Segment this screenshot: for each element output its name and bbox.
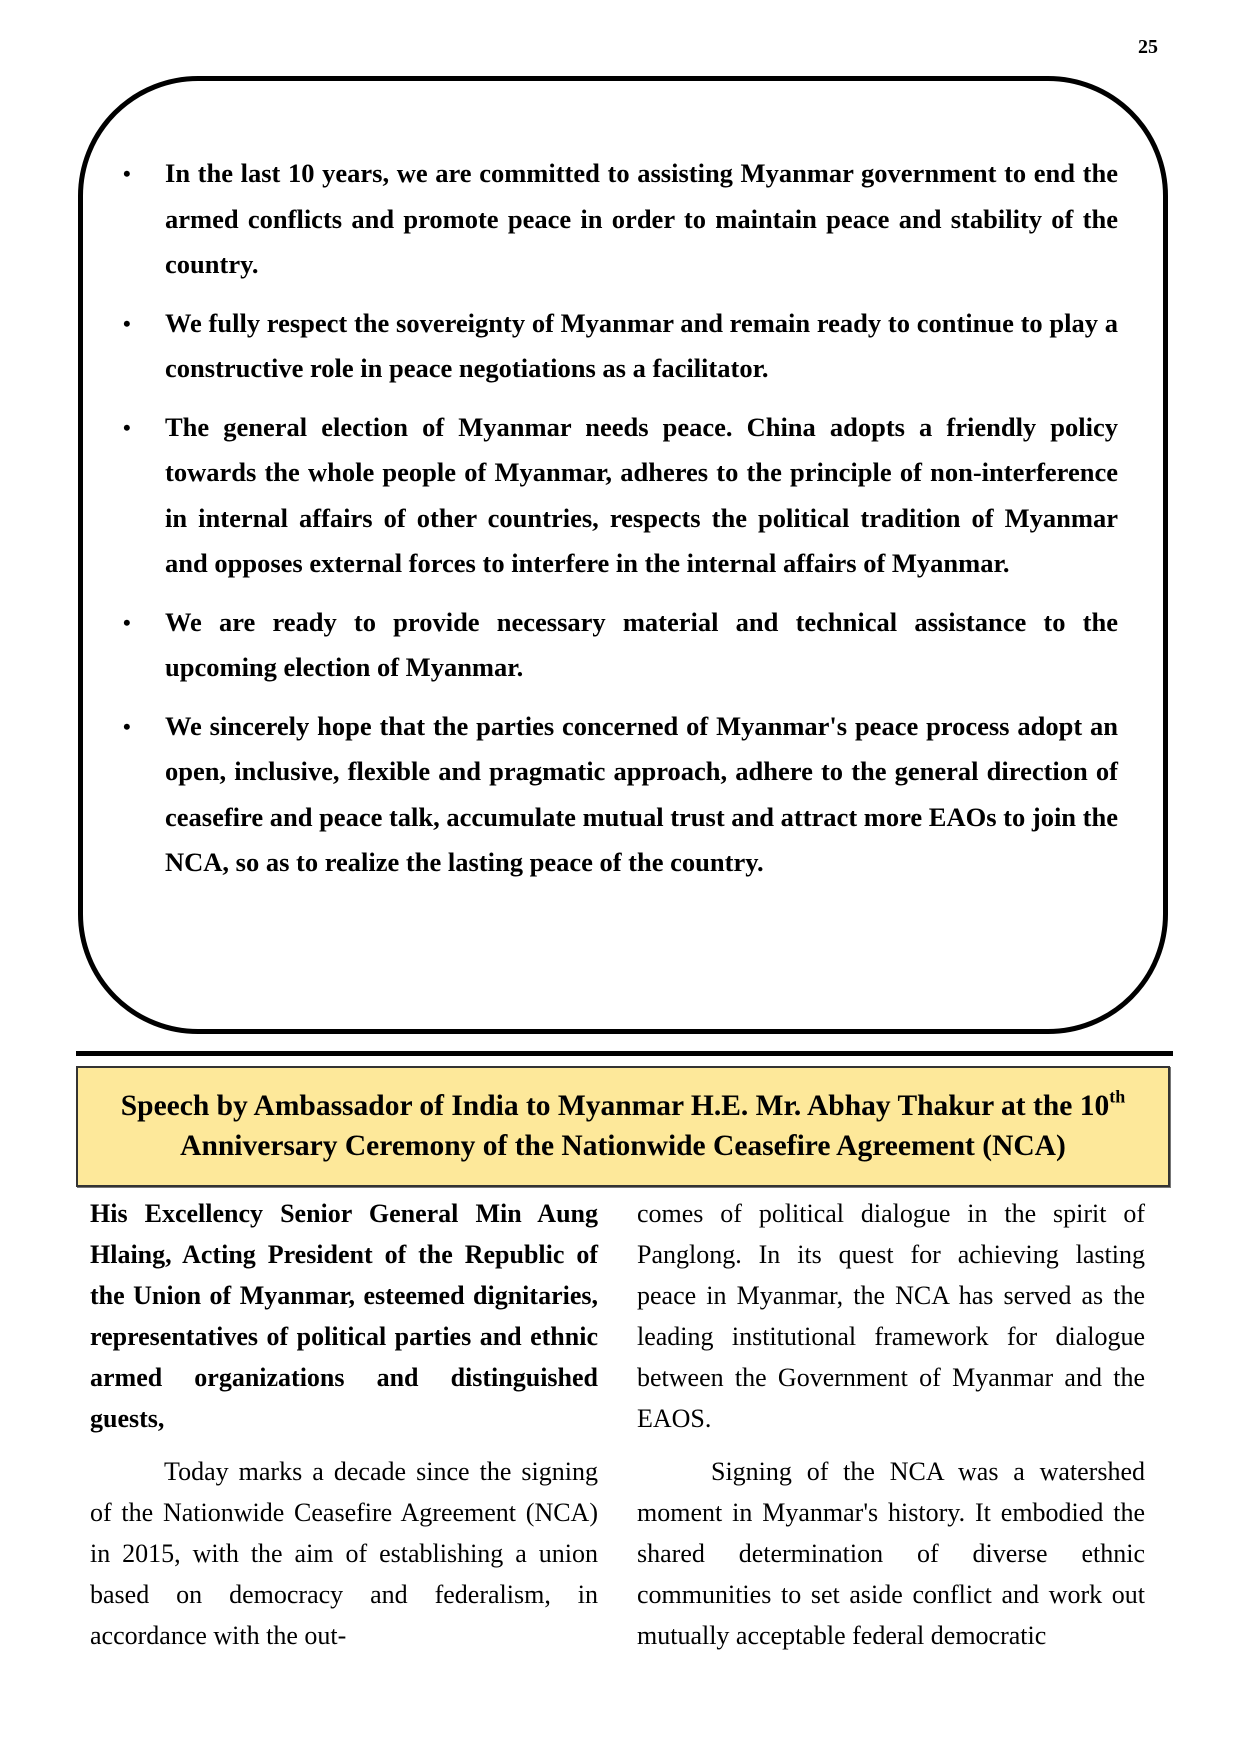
- body-paragraph: Today marks a decade since the signing of the Nationwide Ceasefire Agreement (NCA) in 2015, with the aim of establishing a union based on democracy and federalism, in accordance with the out-: [90, 1457, 598, 1650]
- heading-line1-text: Speech by Ambassador of India to Myanmar H.E. Mr. Abhay Thakur at the 10: [120, 1090, 1110, 1122]
- bullet-item: [123, 151, 1118, 288]
- page-number: 25: [1138, 36, 1158, 58]
- bullet-text: The general election of Myanmar needs peace. China adopts a friendly policy towards the whole people of Myanmar, adheres to the principle of non-interference in internal affairs of other countries, respects the political tradition of Myanmar and opposes external forces to interfere in the internal affairs of Myanmar.: [165, 411, 1118, 578]
- body-column-right: [637, 1193, 1145, 1668]
- section-heading-line1: [78, 1086, 1168, 1126]
- body-column-left: [90, 1193, 598, 1668]
- bullet-item: [123, 704, 1118, 886]
- bullet-icon: •: [123, 713, 131, 739]
- bullet-icon: •: [123, 609, 131, 635]
- bullet-text: We are ready to provide necessary material and technical assistance to the upcoming election of Myanmar.: [165, 606, 1118, 682]
- bullet-item: [123, 301, 1118, 392]
- bullet-item: [123, 405, 1118, 587]
- body-paragraph: Signing of the NCA was a watershed moment in Myanmar's history. It embodied the shared determination of diverse ethnic communities to set aside conflict and work out mutually acceptable federal democratic: [637, 1457, 1145, 1650]
- heading-ordinal-suffix: th: [1109, 1086, 1126, 1107]
- section-heading: [76, 1066, 1170, 1187]
- section-heading-line2: Anniversary Ceremony of the Nationwide Ceasefire Agreement (NCA): [180, 1130, 1066, 1162]
- body-paragraph-continued: comes of political dialogue in the spirit of Panglong. In its quest for achieving lasting peace in Myanmar, the NCA has served as the leading institutional framework for dialogue between the Government of Myanmar and the EAOS.: [637, 1199, 1145, 1433]
- bullet-icon: •: [123, 310, 131, 336]
- bullet-text: In the last 10 years, we are committed to assisting Myanmar government to end the armed conflicts and promote peace in order to maintain peace and stability of the country.: [165, 158, 1118, 279]
- bullet-icon: •: [123, 414, 131, 440]
- bullet-item: [123, 600, 1118, 691]
- bullet-text: We sincerely hope that the parties concerned of Myanmar's peace process adopt an open, inclusive, flexible and pragmatic approach, adhere to the general direction of ceasefire and peace talk, accumulate mutual trust and attract more EAOs to join the NCA, so as to realize the lasting peace of the country.: [165, 710, 1118, 877]
- china-statement-callout-box: [78, 76, 1168, 1034]
- bullet-text: We fully respect the sovereignty of Myanmar and remain ready to continue to play a constructive role in peace negotiations as a facilitator.: [165, 307, 1118, 383]
- section-divider: [76, 1051, 1173, 1056]
- bullet-icon: •: [123, 161, 131, 186]
- statement-bullet-list: [123, 151, 1118, 899]
- salutation: His Excellency Senior General Min Aung Hlaing, Acting President of the Republic of the Union of Myanmar, esteemed dignitaries, representatives of political parties and ethnic armed organizations and distinguished guests,: [90, 1199, 598, 1433]
